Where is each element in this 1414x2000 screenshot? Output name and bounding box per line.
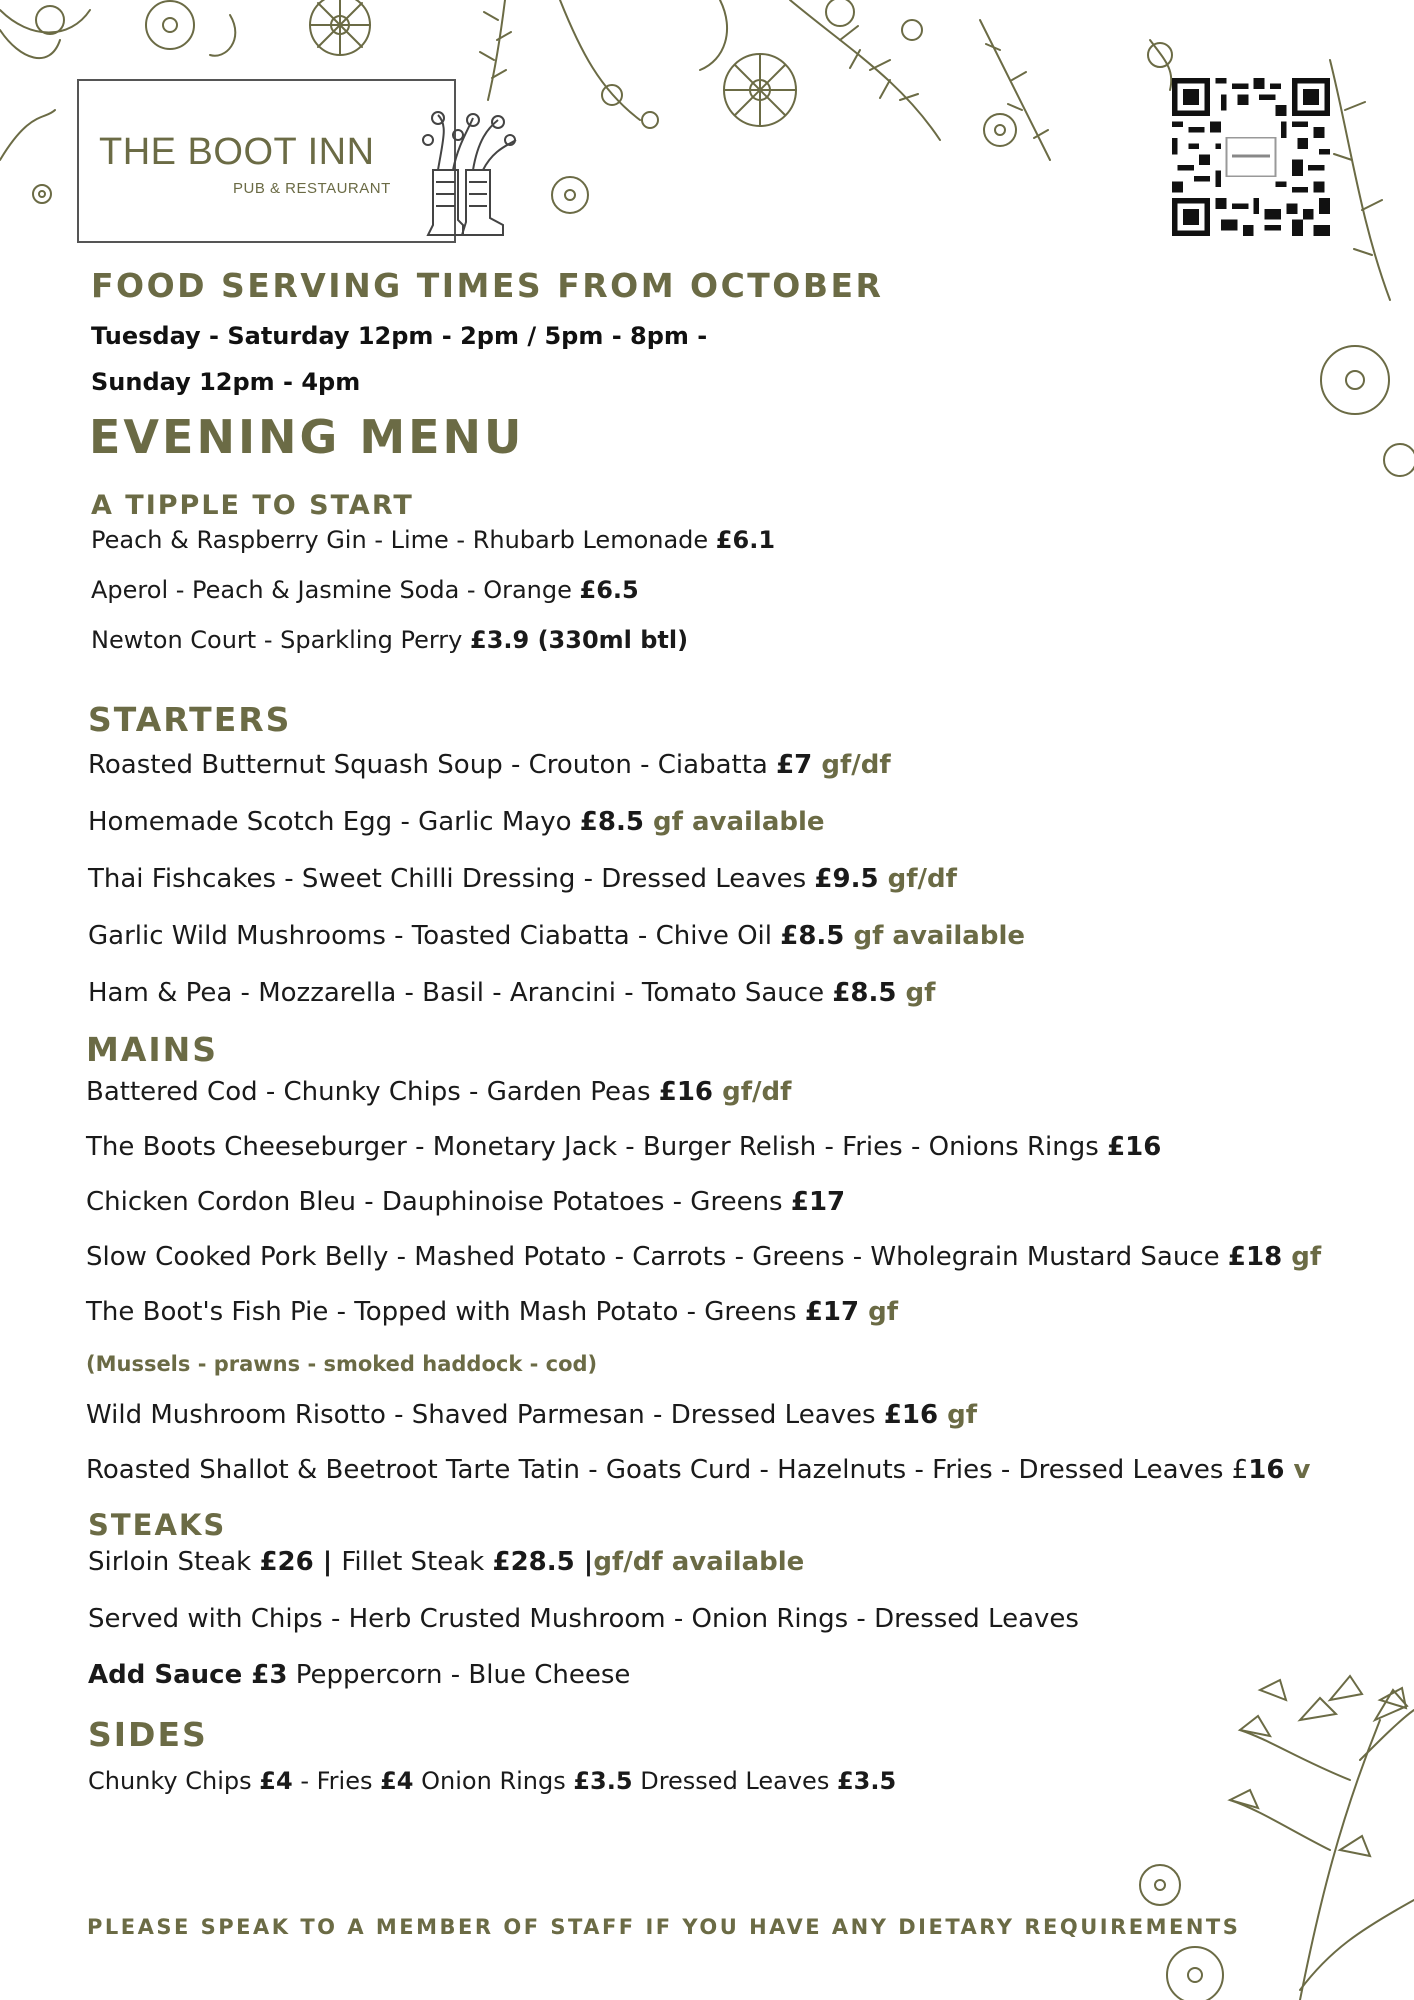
starter-item: Ham & Pea - Mozzarella - Basil - Arancini - Tomato Sauce £8.5 gf [88,978,936,1008]
main-item: Slow Cooked Pork Belly - Mashed Potato - Carrots - Greens - Wholegrain Mustard Sauce £18 gf [86,1242,1322,1272]
boots-icon [418,110,518,250]
starters-heading: STARTERS [88,700,292,739]
starter-item: Roasted Butternut Squash Soup - Crouton - Ciabatta £7 gf/df [88,750,891,780]
steak-sides: Served with Chips - Herb Crusted Mushroom - Onion Rings - Dressed Leaves [88,1604,1079,1634]
tipple-heading: A TIPPLE TO START [91,490,414,521]
steak-sauce: Add Sauce £3 Peppercorn - Blue Cheese [88,1660,631,1690]
logo [77,79,456,243]
main-item: Roasted Shallot & Beetroot Tarte Tatin - Goats Curd - Hazelnuts - Fries - Dressed Leaves £16 v [86,1455,1311,1485]
main-item: Chicken Cordon Bleu - Dauphinoise Potatoes - Greens £17 [86,1187,846,1217]
tipple-item: Aperol - Peach & Jasmine Soda - Orange £6.5 [91,576,639,604]
tipple-item: Peach & Raspberry Gin - Lime - Rhubarb Lemonade £6.1 [91,526,776,554]
sides-list: Chunky Chips £4 - Fries £4 Onion Rings £3.5 Dressed Leaves £3.5 [88,1767,897,1795]
fish-pie-note: (Mussels - prawns - smoked haddock - cod) [86,1352,598,1376]
serving-times-weekday: Tuesday - Saturday 12pm - 2pm / 5pm - 8pm - [91,322,708,350]
steak-prices: Sirloin Steak £26 | Fillet Steak £28.5 |gf/df available [88,1547,805,1577]
main-item: Battered Cod - Chunky Chips - Garden Peas £16 gf/df [86,1077,792,1107]
main-item: Wild Mushroom Risotto - Shaved Parmesan - Dressed Leaves £16 gf [86,1400,978,1430]
starter-item: Thai Fishcakes - Sweet Chilli Dressing - Dressed Leaves £9.5 gf/df [88,864,957,894]
menu-title: EVENING MENU [89,410,525,464]
mains-heading: MAINS [86,1030,219,1069]
logo-title: THE BOOT INN [99,131,375,173]
qr-code[interactable] [1172,78,1330,236]
sides-heading: SIDES [88,1715,208,1754]
serving-times-sunday: Sunday 12pm - 4pm [91,368,361,396]
starter-item: Garlic Wild Mushrooms - Toasted Ciabatta - Chive Oil £8.5 gf available [88,921,1025,951]
serving-times-heading: FOOD SERVING TIMES FROM OCTOBER [91,266,884,305]
steaks-heading: STEAKS [88,1508,227,1542]
starter-item: Homemade Scotch Egg - Garlic Mayo £8.5 gf available [88,807,825,837]
main-item: The Boots Cheeseburger - Monetary Jack - Burger Relish - Fries - Onions Rings £16 [86,1132,1162,1162]
dietary-footer: PLEASE SPEAK TO A MEMBER OF STAFF IF YOU HAVE ANY DIETARY REQUIREMENTS [87,1915,1241,1939]
logo-subtitle: PUB & RESTAURANT [233,180,391,197]
main-item: The Boot's Fish Pie - Topped with Mash Potato - Greens £17 gf [86,1297,899,1327]
tipple-item: Newton Court - Sparkling Perry £3.9 (330ml btl) [91,626,689,654]
